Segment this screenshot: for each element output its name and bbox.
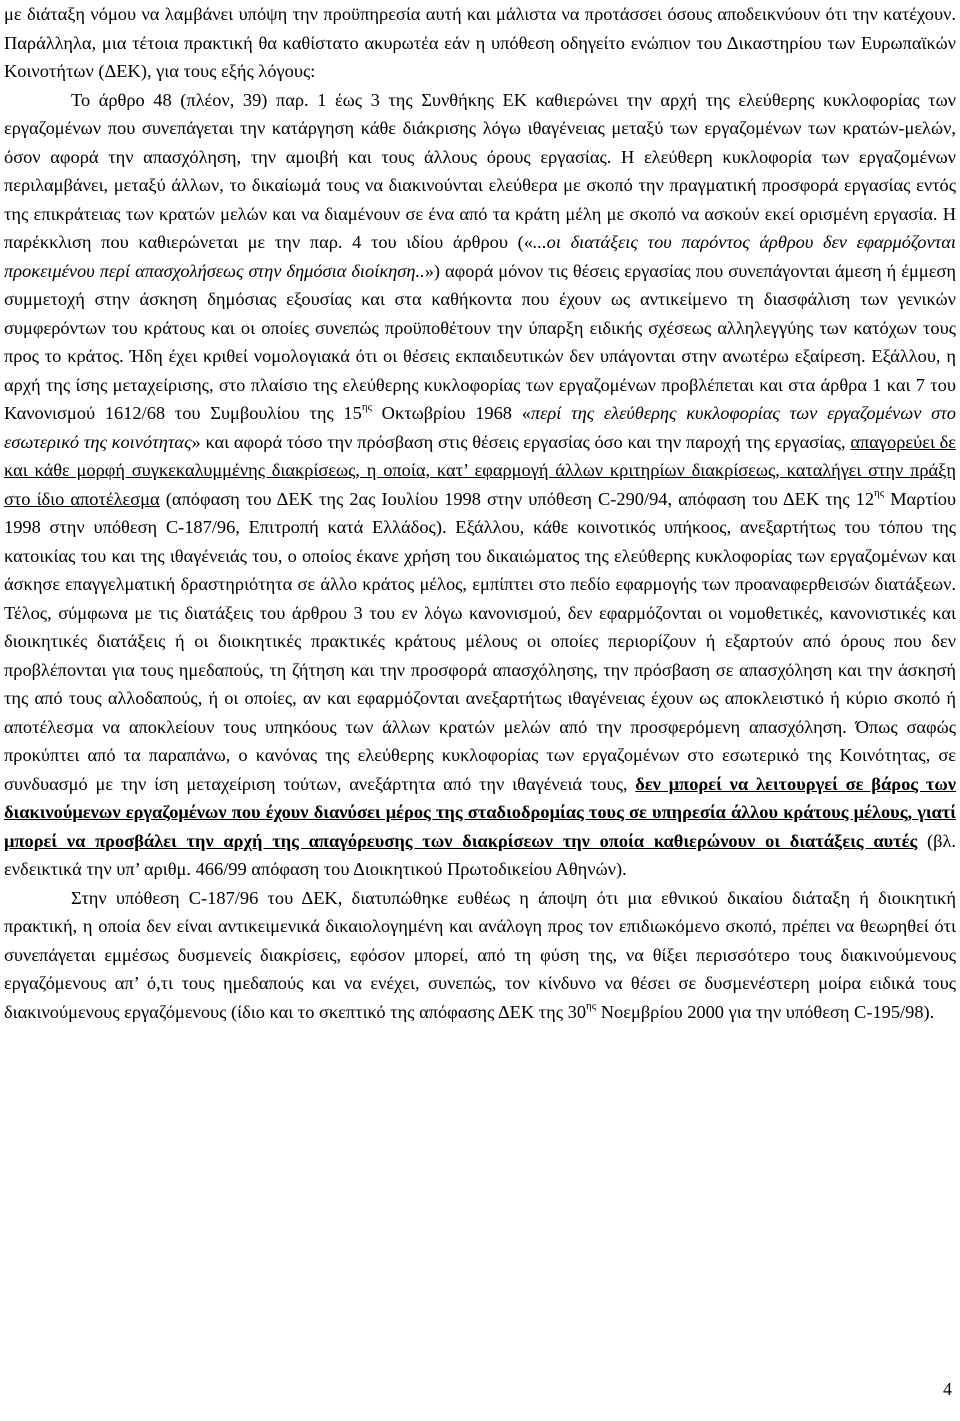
text-run: Νοεμβρίου 2000 για την υπόθεση C-195/98). xyxy=(596,1001,935,1022)
text-run: (απόφαση του ΔΕΚ της 2ας Ιουλίου 1998 στην υπόθεση C-290/94, απόφαση του ΔΕΚ της 12 xyxy=(159,488,875,509)
ordinal-superscript: ης xyxy=(586,999,597,1012)
italic-regulation-title: περί της ελεύθερης κυκλοφορίας των εργαζομένων στο εσωτερικό της κοινότητας xyxy=(4,403,956,452)
text-run: ») αφορά μόνον τις θέσεις εργασίας που συνεπάγονται άμεση ή έμμεση συμμετοχή στην άσκηση δημόσιας εξουσίας και στα καθήκοντα που έχουν ως αντικείμενο τη διασφάλιση των γενικών συμφερόντων του κράτους και οι οποίες συνεπώς προϋποθέτουν την ύπαρξη ειδικής σχέσεως αλληλεγγύης των κατόχων τους προς το κράτος. Ήδη έχει κριθεί νομολογιακά ότι οι θέσεις εκπαιδευτικών δεν υπάγονται στην ανωτέρω εξαίρεση. Εξάλλου, η αρχή της ίσης μεταχείρισης, στο πλαίσιο της ελεύθερης κυκλοφορίας των εργαζομένων προβλέπεται και στα άρθρα 1 και 7 του Κανονισμού 1612/68 του Συμβουλίου της 15 xyxy=(4,260,956,423)
text-run: (βλ. ενδεικτικά την υπ’ αριθμ. 466/99 απόφαση του Διοικητικού Πρωτοδικείου Αθηνών). xyxy=(4,830,956,879)
document-page xyxy=(4,0,956,1026)
paragraph-intro-text: με διάταξη νόμου να λαμβάνει υπόψη την προϋπηρεσία αυτή και μάλιστα να προτάσσει όσους αποδεικνύουν ότι την κατέχουν. Παράλληλα, μια τέτοια πρακτική θα καθίστατο ακυρωτέα εάν η υπόθεση οδηγείτο ενώπιον του Δικαστηρίου των Ευρωπαϊκών Κοινοτήτων (ΔΕΚ), για τους εξής λόγους: xyxy=(4,4,956,81)
italic-quote: ...οι διατάξεις του παρόντος άρθρου δεν εφαρμόζονται προκειμένου περί απασχολήσεως στην δημόσια διοίκηση.. xyxy=(4,232,956,281)
text-run: Οκτωβρίου 1968 « xyxy=(371,403,531,423)
ordinal-superscript: ης xyxy=(874,486,885,499)
text-run: Στην υπόθεση C-187/96 του ΔΕΚ, διατυπώθηκε ευθέως η άποψη ότι μια εθνικού δικαίου διάταξη ή διοικητική πρακτική, η οποία δεν είναι αντικειμενικά δικαιολογημένη και ανάλογη προς τον επιδιωκόμενο σκοπό, πρέπει να θεωρηθεί ότι συνεπάγεται εμμέσως δυσμενείς διακρίσεις, εφόσον μπορεί, από τη φύση της, να θίξει περισσότερο τους διακινούμενους εργαζόμενους απ’ ό,τι τους ημεδαπούς και να ενέχει, συνεπώς, τον κίνδυνο να θέσει σε δυσμενέστερη μοίρα ειδικά τους διακινούμενους εργαζόμενους (ίδιο και το σκεπτικό της απόφασης ΔΕΚ της 30 xyxy=(4,887,956,1022)
text-run: » και αφορά τόσο την πρόσβαση στις θέσεις εργασίας όσο και την παροχή της εργασίας, xyxy=(191,431,851,452)
text-run: Μαρτίου 1998 στην υπόθεση C-187/96, Επιτροπή κατά Ελλάδος). Εξάλλου, κάθε κοινοτικός υπήκοος, ανεξαρτήτως του τόπου της κατοικίας του και της ιθαγένειάς του, ο οποίος έκανε χρήση του δικαιώματος της ελεύθερης κυκλοφορίας των εργαζομένων και άσκησε επαγγελματική δραστηριότητα σε άλλο κράτος μέλος, εμπίπτει στο πεδίο εφαρμογής των προαναφερθεισών διατάξεων. Τέλος, σύμφωνα με τις διατάξεις του άρθρου 3 του εν λόγω κανονισμού, δεν εφαρμόζονται οι νομοθετικές, κανονιστικές και διοικητικές διατάξεις ή οι διοικητικές πρακτικές κράτους μέλους οι οποίες περιορίζουν ή εξαρτούν από όρους που δεν προβλέπονται για τους ημεδαπούς, τη ζήτηση και την προσφορά απασχόλησης, την πρόσβαση σε απασχόληση και την άσκησή της από τους αλλοδαπούς, ή οι οποίες, αν και εφαρμόζονται ανεξαρτήτως ιθαγένειας έχουν ως αποκλειστικό ή κύριο σκοπό ή αποτέλεσμα να αποκλείουν τους υπηκόους των άλλων κρατών μελών από την προσφερόμενη απασχόληση. Όπως σαφώς προκύπτει από τα παραπάνω, ο κανόνας της ελεύθερης κυκλοφορίας των εργαζομένων στο εσωτερικό της Κοινότητας, σε συνδυασμό με την ίση μεταχείριση τούτων, ανεξάρτητα από την ιθαγένειά τους, xyxy=(4,488,956,794)
text-run: Το άρθρο 48 (πλέον, 39) παρ. 1 έως 3 της Συνθήκης ΕΚ καθιερώνει την αρχή της ελεύθερης κυκλοφορίας των εργαζομένων που συνεπάγεται την κατάργηση κάθε διάκρισης λόγω ιθαγένειας μεταξύ των εργαζομένων των κρατών-μελών, όσον αφορά την απασχόληση, την αμοιβή και τους άλλους όρους εργασίας. Η ελεύθερη κυκλοφορία των εργαζομένων περιλαμβάνει, μεταξύ άλλων, το δικαίωμά τους να διακινούνται ελεύθερα με σκοπό την πραγματική προσφορά εργασίας εντός της επικράτειας των κρατών μελών και να διαμένουν σε ένα από τα κράτη μέλη με σκοπό να ασκούν εκεί ορισμένη εργασία. Η παρέκκλιση που καθιερώνεται με την παρ. 4 του ιδίου άρθρου (« xyxy=(4,89,956,252)
ordinal-superscript: ης xyxy=(361,401,372,413)
underlined-text: απαγορεύει δε και κάθε μορφή συγκεκαλυμμένης διακρίσεως, η οποία, κατ’ εφαρμογή άλλων κριτηρίων διακρίσεως, καταλήγει στην πράξη στο ίδιο αποτέλεσμα xyxy=(4,431,956,509)
paragraph-case-c187 xyxy=(4,884,956,1027)
paragraph-intro xyxy=(4,0,956,86)
paragraph-article-48 xyxy=(4,86,956,884)
bold-underlined-text: δεν μπορεί να λειτουργεί σε βάρος των διακινούμενων εργαζομένων που έχουν διανύσει μέρος της σταδιοδρομίας τους σε υπηρεσία άλλου κράτους μέλους, γιατί μπορεί να προσβάλει την αρχή της απαγόρευσης των διακρίσεων την οποία καθιερώνουν οι διατάξεις αυτές xyxy=(4,773,956,851)
page-number: 4 xyxy=(943,1379,952,1399)
